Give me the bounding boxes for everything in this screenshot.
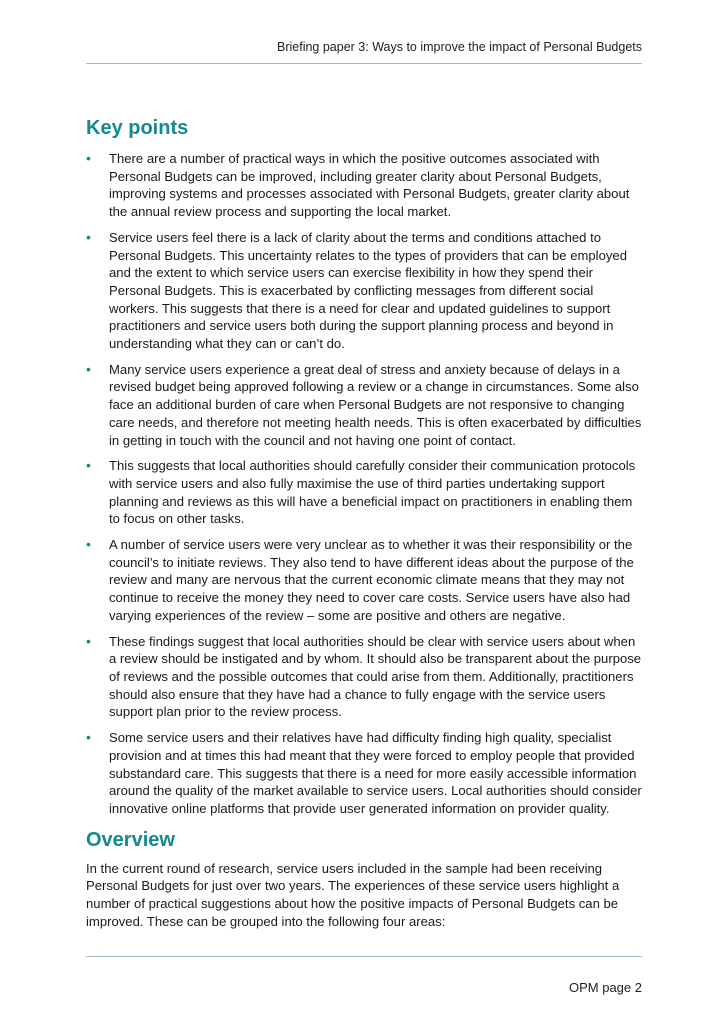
list-item [86, 536, 646, 625]
list-item-text: Some service users and their relatives have had difficulty finding high quality, specialist provision and at times this had meant that they were forced to employ people that provided substandard care. This suggests that there is a need for more easily accessible information around the quality of the market available to service users. Local authorities should consider innovative online platforms that provide user generated information on provider quality. [109, 730, 642, 816]
bullet-icon: • [86, 228, 91, 245]
list-item [86, 229, 646, 353]
list-item-text: These findings suggest that local authorities should be clear with service users about when a review should be instigated and by whom. It should also be transparent about the purpose of reviews and the possible outcomes that could arise from them. Additionally, practitioners should also ensure that they have had a chance to fully engage with the service users support plan prior to the review process. [109, 633, 642, 720]
list-item [86, 633, 646, 722]
key-points-heading: Key points [86, 117, 189, 139]
bullet-icon: • [86, 457, 91, 474]
header-divider [86, 63, 642, 64]
list-item [86, 361, 646, 450]
bullet-icon: • [86, 360, 91, 377]
list-item-text: Service users feel there is a lack of clarity about the terms and conditions attached to Personal Budgets. This uncertainty relates to the types of providers that can be employed and the extent to which service users can exercise flexibility in how they spend their Personal Budgets. This is exacerbated by conflicting messages from different social workers. This suggests that there is a need for clear and updated guidelines to support practitioners and service users both during the support planning process and beyond in understanding what they can or can’t do. [109, 229, 627, 352]
bullet-icon: • [86, 632, 91, 649]
bullet-icon: • [86, 150, 91, 166]
running-header: Briefing paper 3: Ways to improve the impact of Personal Budgets [277, 40, 642, 54]
overview-heading: Overview [86, 828, 175, 851]
list-item-text: This suggests that local authorities should carefully consider their communication protocols with service users and also fully maximise the use of third parties undertaking support planning and reviews as this will have a beneficial impact on practitioners in enabling them to focus on other tasks. [109, 458, 636, 527]
page-content [86, 114, 646, 930]
key-points-list [86, 150, 646, 818]
list-item [86, 729, 646, 818]
list-item-text: There are a number of practical ways in which the positive outcomes associated with Personal Budgets can be improved, including greater clarity about Personal Budgets, improving systems and processes associated with Personal Budgets, greater clarity about the annual review process and supporting the local market. [109, 151, 630, 220]
overview-paragraph: In the current round of research, service users included in the sample had been receiving Personal Budgets for just over two years. The experiences of these service users highlight a number of practical suggestions about how the positive impacts of Personal Budgets can be improved. These can be grouped into the following four areas: [86, 860, 620, 929]
list-item-text: Many service users experience a great deal of stress and anxiety because of delays in a revised budget being approved following a review or a change in circumstances. Some also face an additional burden of care when Personal Budgets are not responsive to changing care needs, and therefore not meeting health needs. This is often exacerbated by difficulties in getting in touch with the council and not having one point of contact. [109, 361, 642, 448]
bullet-icon: • [86, 536, 91, 553]
list-item [86, 150, 646, 221]
list-item-text: A number of service users were very unclear as to whether it was their responsibility or the council’s to initiate reviews. They also tend to have different ideas about the purpose of the review and many are nervous that the current economic climate means that they may not continue to receive the money they need to cover care costs. Service users have also had varying experiences of the review – some are positive and others are negative. [109, 537, 634, 623]
bullet-icon: • [86, 729, 91, 746]
list-item [86, 457, 646, 528]
footer-divider [86, 956, 642, 957]
page-number: OPM page 2 [569, 980, 642, 995]
